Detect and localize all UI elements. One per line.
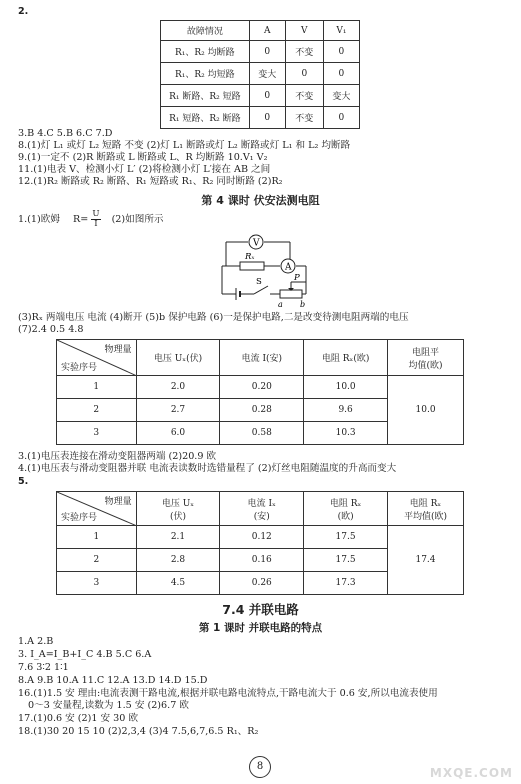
fault-cell: 变大 (323, 85, 359, 107)
table-average-cell: 17.4 (387, 526, 463, 595)
section-title-lesson1: 第 1 课时 并联电路的特点 (198, 622, 323, 634)
table-cell: 1 (57, 526, 137, 549)
answer-3b: 3.(1)电压表连接在滑动变阻器两端 (2)20.9 欧 (18, 451, 217, 462)
table-cell: 3 (57, 572, 137, 595)
table-header: 电流 Iₓ (安) (220, 492, 304, 526)
watermark: MXQE.COM (429, 766, 513, 780)
rheostat-end-b: b (300, 300, 306, 309)
page-number: 8 (249, 756, 271, 778)
fault-header-1: A (249, 21, 285, 41)
table-header: 电阻 Rₓ (欧) (304, 492, 388, 526)
fault-cell: 不变 (285, 85, 323, 107)
fault-header-3: V₁ (323, 21, 359, 41)
table-diagonal-header (57, 492, 137, 526)
answer-11: 11.(1)电表 V、检测小灯 L′ (2)将检测小灯 L′接在 AB 之间 (18, 164, 271, 175)
answer-p7: 7.6 3∶2 1∶1 (18, 662, 69, 673)
fault-table (160, 20, 360, 129)
q5-label: 5. (18, 476, 29, 487)
fault-cell: 0 (323, 63, 359, 85)
table-cell: 2 (57, 549, 137, 572)
table-average-cell: 10.0 (388, 376, 464, 445)
answer-12: 12.(1)R₂ 断路或 R₂ 断路、R₁ 短路或 R₁、R₂ 同时断路 (2)R₂ (18, 176, 283, 187)
answer-1-d: (7)2.4 0.5 4.8 (18, 324, 84, 335)
ammeter-label: A (285, 262, 292, 273)
table-cell: 10.0 (304, 376, 388, 399)
diag-bottom-label: 实验序号 (61, 513, 98, 523)
fault-cell: 0 (323, 41, 359, 63)
fault-cell: 0 (323, 107, 359, 129)
fault-cell: 0 (285, 63, 323, 85)
table-cell: 2 (57, 399, 137, 422)
table-header: 电压 Uₓ(伏) (136, 340, 220, 376)
answer-p16-line2: 0～3 安量程,读数为 1.5 安 (2)6.7 欧 (28, 700, 189, 711)
table-cell: 6.0 (136, 422, 220, 445)
table-cell: 2.7 (136, 399, 220, 422)
answer-p16-line1: 16.(1)1.5 安 理由:电流表测干路电流,根据并联电路电流特点,干路电流大于 0.6 安,所以电流表使用 (18, 688, 438, 699)
table-header: 电阻 Rₓ(欧) (304, 340, 388, 376)
table-header: 电压 Uₓ (伏) (136, 492, 220, 526)
table-cell: 2.0 (136, 376, 220, 399)
table-cell: 0.12 (220, 526, 304, 549)
answer-9-10: 9.(1)一定不 (2)R 断路或 L 断路或 L、R 均断路 10.V₁ V₂ (18, 152, 268, 163)
table-cell: 1 (57, 376, 137, 399)
answer-1-b: (2)如图所示 (111, 214, 164, 225)
fault-cell: R₁、R₂ 均短路 (161, 63, 250, 85)
answer-4b: 4.(1)电压表与滑动变阻器并联 电流表读数时选错量程了 (2)灯丝电阻随温度的升高而变大 (18, 463, 397, 474)
answer-p3: 3. I_A=I_B+I_C 4.B 5.C 6.A (18, 649, 152, 660)
measurement-table-1 (56, 339, 464, 445)
formula-numerator: U (92, 209, 100, 219)
table-header: 电阻平 均值(欧) (388, 340, 464, 376)
table-cell: 9.6 (304, 399, 388, 422)
fault-cell: 0 (249, 85, 285, 107)
fault-cell: 不变 (285, 107, 323, 129)
table-cell: 17.3 (304, 572, 388, 595)
fault-cell: R₁ 短路、R₂ 断路 (161, 107, 250, 129)
answer-p18: 18.(1)30 20 15 10 (2)2,3,4 (3)4 7.5,6,7,6.5 R₁、R₂ (18, 726, 259, 737)
formula-fraction (91, 210, 100, 229)
answer-3-7: 3.B 4.C 5.B 6.C 7.D (18, 128, 113, 139)
answer-p8: 8.A 9.B 10.A 11.C 12.A 13.D 14.D 15.D (18, 675, 208, 686)
answer-1-part1 (18, 210, 164, 229)
table-cell: 0.16 (220, 549, 304, 572)
table-cell: 0.20 (220, 376, 304, 399)
table-cell: 0.26 (220, 572, 304, 595)
answer-8: 8.(1)灯 L₁ 或灯 L₂ 短路 不变 (2)灯 L₁ 断路或灯 L₂ 断路或灯 L₁ 和 L₂ 均断路 (18, 140, 351, 151)
formula-lhs: R= (73, 214, 89, 225)
fault-cell: 0 (249, 107, 285, 129)
measurement-table-2 (56, 491, 464, 595)
fault-cell: R₁ 断路、R₂ 短路 (161, 85, 250, 107)
table-cell: 3 (57, 422, 137, 445)
table-diagonal-header (57, 340, 137, 376)
section-title-7-4: 7.4 并联电路 (222, 602, 299, 617)
formula-denominator: I (94, 219, 98, 229)
fault-cell: 变大 (249, 63, 285, 85)
table-cell: 17.5 (304, 549, 388, 572)
rheostat-end-a: a (278, 300, 283, 309)
resistor-label: Rₓ (245, 252, 255, 262)
q2-label: 2. (18, 6, 29, 17)
answer-p17: 17.(1)0.6 安 (2)1 安 30 欧 (18, 713, 139, 724)
table-cell: 4.5 (136, 572, 220, 595)
fault-cell: 不变 (285, 41, 323, 63)
answer-1-label: 1.(1)欧姆 (18, 214, 60, 225)
section-title-lesson4: 第 4 课时 伏安法测电阻 (201, 194, 320, 207)
diag-bottom-label: 实验序号 (61, 363, 98, 373)
answer-p1: 1.A 2.B (18, 636, 54, 647)
table-cell: 2.8 (136, 549, 220, 572)
table-cell: 0.28 (220, 399, 304, 422)
diag-top-label: 物理量 (104, 345, 132, 355)
table-cell: 10.3 (304, 422, 388, 445)
table-cell: 2.1 (136, 526, 220, 549)
fault-header-0: 故障情况 (161, 21, 250, 41)
table-header: 电阻 Rₓ 平均值(欧) (387, 492, 463, 526)
table-cell: 17.5 (304, 526, 388, 549)
answer-1-c: (3)Rₓ 两端电压 电流 (4)断开 (5)b 保护电路 (6)一是保护电路,二是改变待测电阻两端的电压 (18, 312, 409, 323)
fault-cell: R₁、R₂ 均断路 (161, 41, 250, 63)
switch-label: S (256, 277, 262, 287)
voltmeter-label: V (253, 238, 260, 249)
fault-cell: 0 (249, 41, 285, 63)
slider-label: P (294, 273, 300, 283)
table-cell: 0.58 (220, 422, 304, 445)
diag-top-label: 物理量 (104, 497, 132, 507)
table-header: 电流 I(安) (220, 340, 304, 376)
circuit-diagram (0, 228, 521, 310)
fault-header-2: V (285, 21, 323, 41)
